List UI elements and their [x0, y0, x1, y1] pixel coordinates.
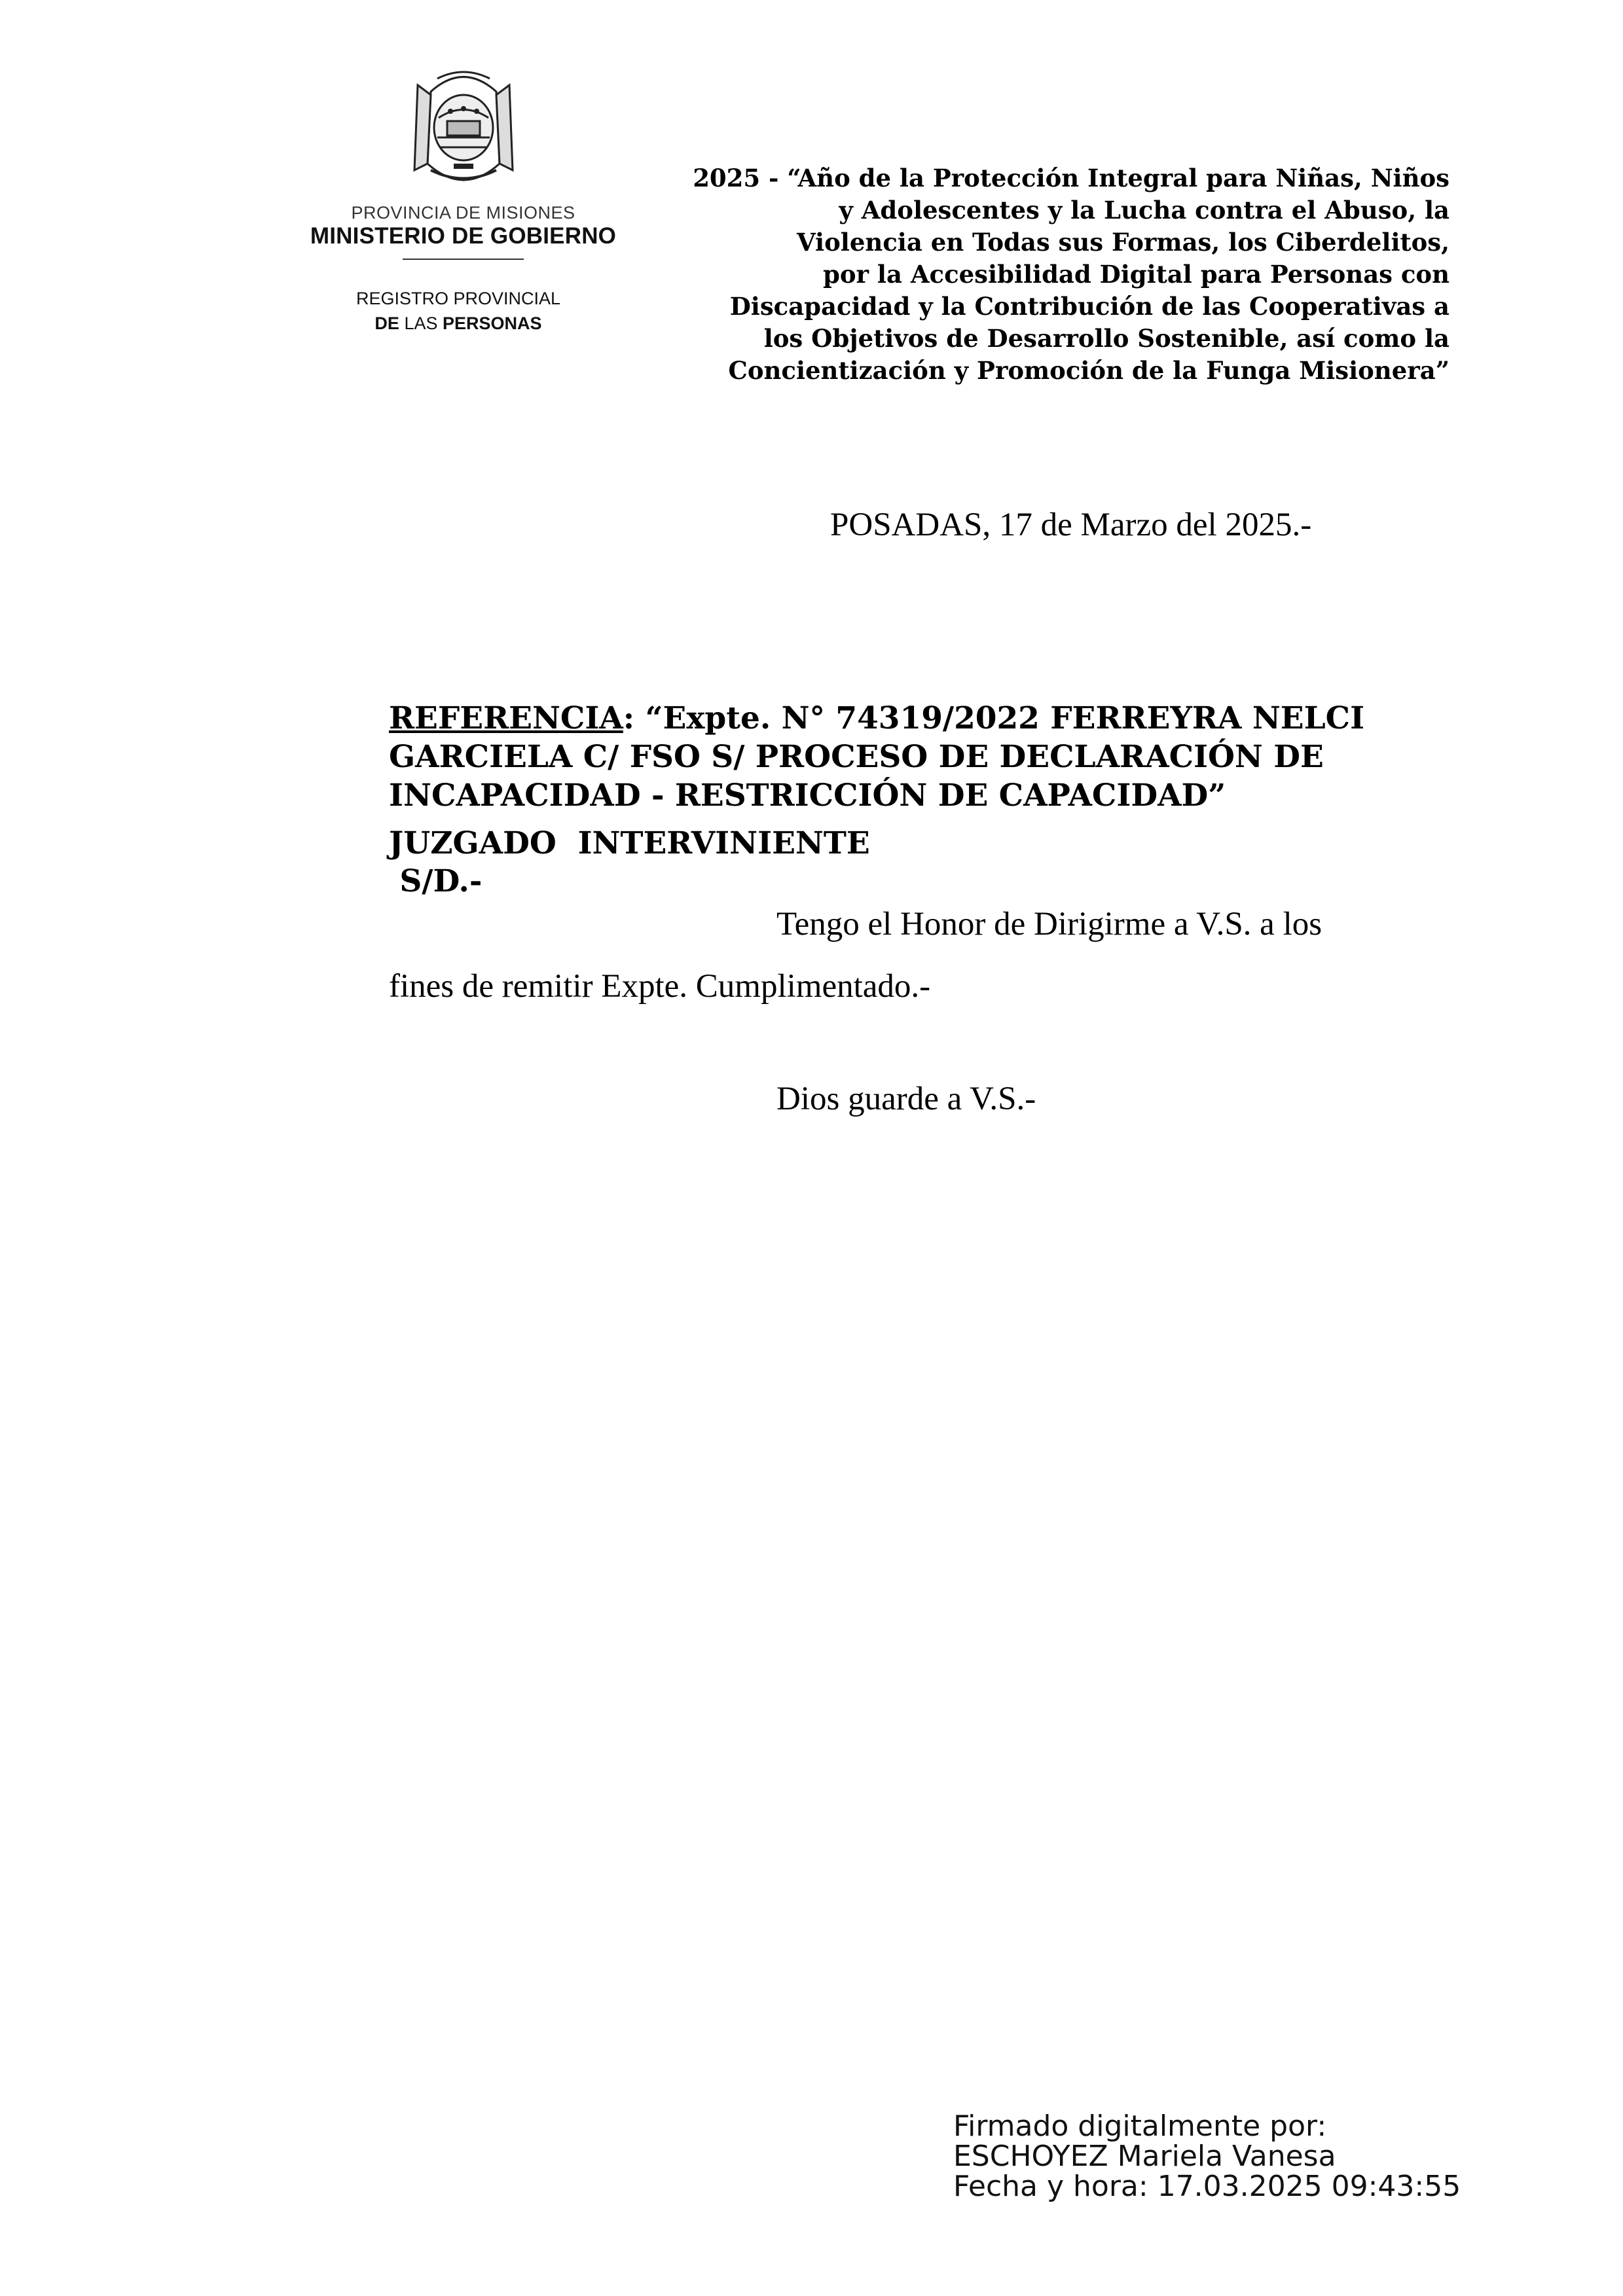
addressee-block — [389, 825, 870, 901]
motto-line: por la Accesibilidad Digital para Personas con — [823, 260, 1450, 289]
digital-signature — [953, 2111, 1461, 2202]
year-motto — [585, 162, 1450, 387]
body-paragraph-line-2: fines de remitir Expte. Cumplimentado.- — [389, 968, 931, 1005]
provincia-de-misiones-seal-icon — [392, 65, 536, 196]
signature-signer: ESCHOYEZ Mariela Vanesa — [953, 2140, 1336, 2173]
addressee-sd: S/D.- — [389, 863, 483, 899]
motto-line: y Adolescentes y la Lucha contra el Abuso, la — [839, 196, 1450, 224]
registry-las: LAS — [404, 314, 438, 333]
reference-line-3: INCAPACIDAD - RESTRICCIÓN DE CAPACIDAD” — [389, 778, 1226, 814]
reference-line-1 — [389, 699, 1436, 738]
motto-line: 2025 - “Año de la Protección Integral para Niñas, Niños — [693, 164, 1450, 192]
reference-line-2: GARCIELA C/ FSO S/ PROCESO DE DECLARACIÓN DE — [389, 739, 1324, 775]
signature-line-1: Firmado digitalmente por: — [953, 2109, 1327, 2143]
registry-name — [334, 286, 583, 336]
motto-line: Discapacidad y la Contribución de las Cooperativas a — [729, 292, 1450, 321]
reference-case-number: : “Expte. N° 74319/2022 FERREYRA NELCI — [623, 700, 1365, 736]
ministry-name: MINISTERIO DE GOBIERNO — [310, 223, 617, 249]
motto-line: los Objetivos de Desarrollo Sostenible, así como la — [763, 324, 1450, 353]
closing-line: Dios guarde a V.S.- — [776, 1081, 1036, 1117]
motto-line: Violencia en Todas sus Formas, los Ciberdelitos, — [796, 228, 1450, 257]
reference-block — [389, 699, 1436, 815]
registry-personas: PERSONAS — [443, 314, 542, 333]
date-line: POSADAS, 17 de Marzo del 2025.- — [830, 507, 1312, 543]
registry-line-1: REGISTRO PROVINCIAL — [356, 289, 561, 308]
signature-datetime: Fecha y hora: 17.03.2025 09:43:55 — [953, 2170, 1461, 2203]
body-paragraph-line-1: Tengo el Honor de Dirigirme a V.S. a los — [776, 906, 1322, 942]
registry-de: DE — [374, 314, 399, 333]
addressee-court: JUZGADO INTERVINIENTE — [389, 825, 870, 861]
reference-label: REFERENCIA — [389, 700, 623, 736]
ministry-divider — [403, 259, 524, 260]
province-name: PROVINCIA DE MISIONES — [351, 203, 575, 223]
registry-line-2 — [334, 311, 583, 336]
letterhead-logo — [298, 65, 629, 260]
motto-line: Concientización y Promoción de la Funga Misionera” — [728, 356, 1450, 385]
